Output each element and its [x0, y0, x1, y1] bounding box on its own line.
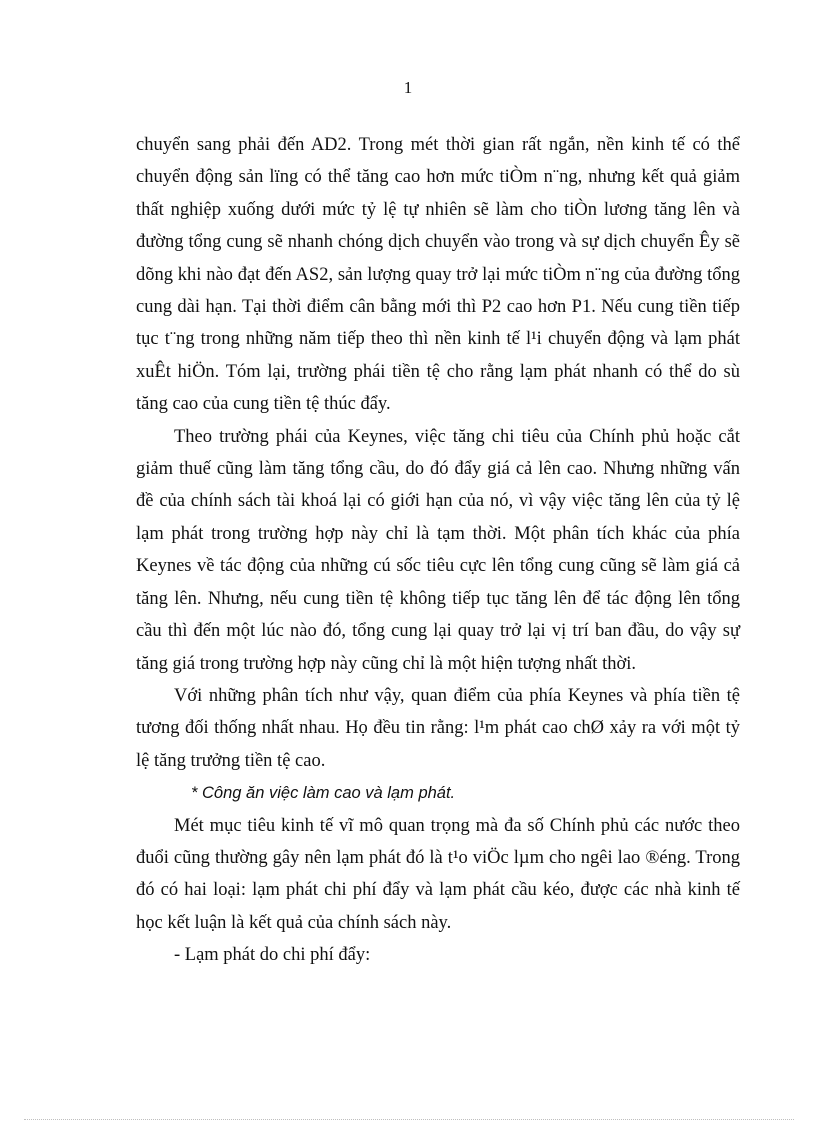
paragraph-monetarist-continuation: chuyển sang phải đến AD2. Trong mét thời gian rất ngắn, nền kinh tế có thể chuyển động sản lïng có thể tăng cao hơn mức tiÒm n¨ng, nhưng kết quả giảm thất nghiệp xuống dưới mức tỷ lệ tự nhiên sẽ làm cho tiÒn lương tăng lên và đường tổng cung sẽ nhanh chóng dịch chuyển vào trong và sự dịch chuyển Êy sẽ dõng khi nào đạt đến AS2, sản lượng quay trở lại mức tiÒm n¨ng của đường tổng cung dài hạn. Tại thời điểm cân bằng mới thì P2 cao hơn P1. Nếu cung tiền tiếp tục t¨ng trong những năm tiếp theo thì nền kinh tế l¹i chuyển động và lạm phát xuÊt hiÖn. Tóm lại, trường phái tiền tệ cho rằng lạm phát nhanh có thể do sù tăng cao của cung tiền tệ thúc đẩy.: [136, 135, 740, 415]
paragraph-employment-goal: Mét mục tiêu kinh tế vĩ mô quan trọng mà đa số Chính phủ các nước theo đuổi cũng thường gây nên lạm phát đó là t¹o viÖc lµm cho ngêi lao ®éng. Trong đó có hai loại: lạm phát chi phí đẩy và lạm phát cầu kéo, được các nhà kinh tế học kết luận là kết quả của chính sách này.: [136, 815, 740, 933]
list-item-cost-push: - Lạm phát do chi phí đẩy:: [174, 945, 371, 966]
section-subheading: * Công ăn việc làm cao và lạm phát.: [191, 784, 456, 803]
paragraph-conclusion: Với những phân tích như vậy, quan điểm của phía Keynes và phía tiền tệ tương đối thống nhất nhau. Họ đều tin rằng: l¹m phát cao chØ xảy ra với một tỷ lệ tăng trưởng tiền tệ cao.: [136, 685, 740, 771]
paragraph-keynes-view: Theo trường phái của Keynes, việc tăng chi tiêu của Chính phủ hoặc cắt giảm thuế cũng làm tăng tổng cầu, do đó đẩy giá cả lên cao. Nhưng những vấn đề của chính sách tài khoá lại có giới hạn của nó, vì vậy việc tăng lên của tỷ lệ lạm phát trong trường hợp này chỉ là tạm thời. Một phân tích khác của phía Keynes về tác động của những cú sốc tiêu cực lên tổng cung cũng sẽ làm giá cả tăng lên. Nhưng, nếu cung tiền tệ không tiếp tục tăng lên để tác động lên tổng cầu thì đến một lúc nào đó, tổng cung lại quay trở lại vị trí ban đầu, do vậy sự tăng giá trong trường hợp này cũng chỉ là một hiện tượng nhất thời.: [136, 426, 740, 674]
page-bottom-divider: [24, 1119, 794, 1120]
body-text: [136, 129, 740, 972]
page-number: 1: [403, 78, 413, 97]
